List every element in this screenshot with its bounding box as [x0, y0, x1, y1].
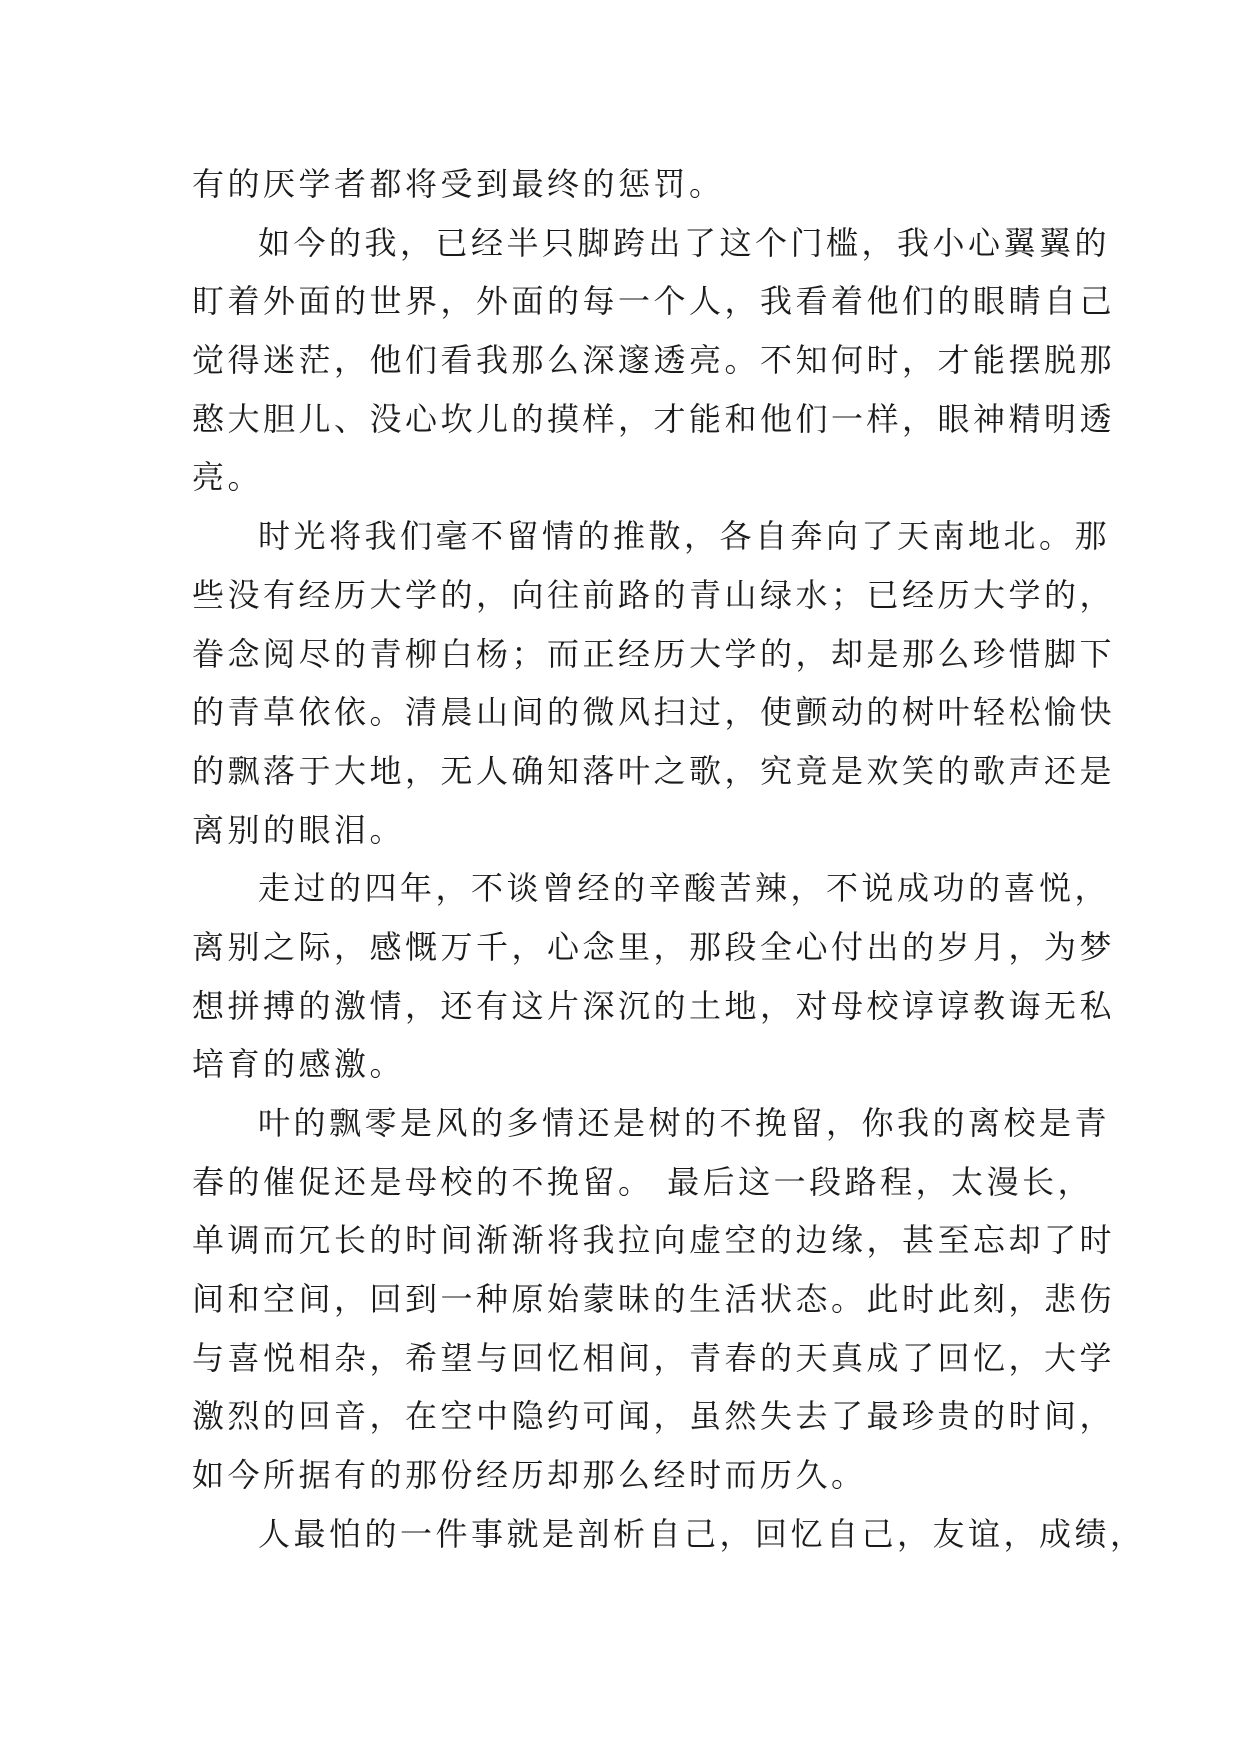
text-line: 些没有经历大学的，向往前路的青山绿水；已经历大学的，: [192, 575, 1116, 614]
text-line: 激烈的回音，在空中隐约可闻，虽然失去了最珍贵的时间，: [192, 1397, 1116, 1436]
text-line: 觉得迷茫，他们看我那么深邃透亮。不知何时，才能摆脱那: [192, 341, 1116, 380]
text-line: 憨大胆儿、没心坎儿的摸样，才能和他们一样，眼神精明透: [192, 399, 1116, 438]
text-line: 盯着外面的世界，外面的每一个人，我看着他们的眼睛自己: [192, 282, 1116, 321]
paragraph-first-line: 走过的四年，不谈曾经的辛酸苦辣，不说成功的喜悦，: [258, 869, 1111, 908]
paragraph-first-line: 时光将我们毫不留情的推散，各自奔向了天南地北。那: [258, 517, 1111, 556]
text-line: 单调而冗长的时间渐渐将我拉向虚空的边缘，甚至忘却了时: [192, 1221, 1116, 1260]
text-line: 离别的眼泪。: [192, 810, 406, 849]
paragraph-first-line: 叶的飘零是风的多情还是树的不挽留，你我的离校是青: [258, 1104, 1111, 1142]
text-line: 如今所据有的那份经历却那么经时而历久。: [192, 1456, 867, 1495]
text-line: 的飘落于大地，无人确知落叶之歌，究竟是欢笑的歌声还是: [192, 751, 1116, 790]
text-line: 间和空间，回到一种原始蒙昧的生活状态。此时此刻，悲伤: [192, 1280, 1116, 1319]
text-line: 亮。: [192, 458, 264, 497]
text-line: 与喜悦相杂，希望与回忆相间，青春的天真成了回忆，大学: [192, 1338, 1116, 1377]
text-line: 想拼搏的激情，还有这片深沉的土地，对母校谆谆教诲无私: [192, 986, 1116, 1025]
text-line: 培育的感激。: [192, 1045, 406, 1084]
document-body: [192, 155, 1146, 1564]
paragraph-first-line: 如今的我，已经半只脚跨出了这个门槛，我小心翼翼的: [258, 223, 1111, 262]
text-line: 春的催促还是母校的不挽留。 最后这一段路程，太漫长，: [192, 1162, 1094, 1201]
text-line: 离别之际，感慨万千，心念里，那段全心付出的岁月，为梦: [192, 927, 1116, 966]
text-line: 有的厌学者都将受到最终的惩罚。: [192, 165, 725, 203]
text-line: 的青草依依。清晨山间的微风扫过，使颤动的树叶轻松愉快: [192, 693, 1116, 732]
text-line: 眷念阅尽的青柳白杨；而正经历大学的，却是那么珍惜脚下: [192, 634, 1116, 673]
paragraph-first-line: 人最怕的一件事就是剖析自己，回忆自己，友谊，成绩，: [258, 1514, 1146, 1553]
